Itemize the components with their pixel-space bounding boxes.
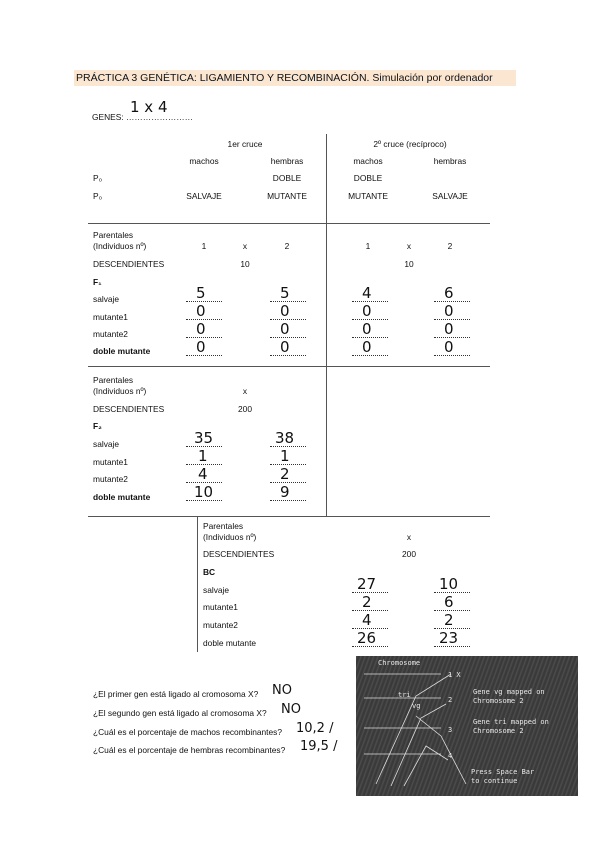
cross1-machos-p: SALVAJE <box>186 191 222 201</box>
answer-line <box>352 610 388 611</box>
photo-msg2-l1: Gene tri mapped on <box>473 718 549 726</box>
s3-machos-value: 26 <box>357 629 377 647</box>
s2-hembras-value: 1 <box>280 447 290 465</box>
s2-hembras-value: 2 <box>280 465 290 483</box>
s3-descendientes: DESCENDIENTES <box>203 549 275 559</box>
answer-line <box>434 610 470 611</box>
s1-c2-desc: 10 <box>404 259 414 269</box>
s1-c1-machos-value: 5 <box>196 284 206 302</box>
s1-c2-parent-m: 1 <box>365 241 371 251</box>
s3-row-label: doble mutante <box>203 638 257 648</box>
s1-c2-machos-value: 0 <box>362 302 372 320</box>
s1-row-label: mutante2 <box>93 329 128 339</box>
divider-1 <box>88 223 490 224</box>
cross2-hembras: hembras <box>433 156 467 166</box>
answer-2: NO <box>281 702 301 717</box>
answer-line <box>434 628 470 629</box>
simulation-photo <box>356 656 578 796</box>
s3-machos-value: 4 <box>362 611 372 629</box>
divider-2 <box>88 366 490 367</box>
chromosome-map-drawing <box>356 656 578 796</box>
answer-line <box>352 319 388 320</box>
genes-value: 1 x 4 <box>130 98 168 116</box>
answer-line <box>186 446 222 447</box>
s1-c2-x: x <box>406 241 412 251</box>
s3-hembras-value: 6 <box>444 593 454 611</box>
cross1-header: 1er cruce <box>227 139 263 149</box>
s3-hembras-value: 23 <box>439 629 459 647</box>
s2-row-label: salvaje <box>93 439 120 449</box>
s2-x: x <box>242 386 248 396</box>
answer-line <box>352 355 388 356</box>
column-divider-3 <box>197 516 198 652</box>
genes-label: GENES: …………………… <box>92 112 193 122</box>
answer-line <box>352 337 388 338</box>
answer-line <box>186 482 222 483</box>
s2-machos-value: 35 <box>194 429 214 447</box>
s1-c1-parent-m: 1 <box>201 241 207 251</box>
answer-line <box>270 482 306 483</box>
s3-row-label: salvaje <box>203 585 230 595</box>
answer-line <box>434 337 470 338</box>
s3-individuos: (Individuos nº) <box>203 532 257 542</box>
cross1-hembras-p2: MUTANTE <box>267 191 307 201</box>
s1-descendientes: DESCENDIENTES <box>93 259 165 269</box>
photo-chrom-label: 4 <box>448 752 453 760</box>
s2-row-label: mutante2 <box>93 474 128 484</box>
s1-c1-machos-value: 0 <box>196 302 206 320</box>
answer-line <box>186 301 222 302</box>
answer-line <box>270 355 306 356</box>
answer-4: 19,5 / <box>300 739 338 754</box>
s2-machos-value: 1 <box>198 447 208 465</box>
p-label-1: P₀ <box>93 173 103 183</box>
question-3: ¿Cuál es el porcentaje de machos recombinantes? <box>93 727 283 737</box>
answer-line <box>270 464 306 465</box>
column-divider-2 <box>326 366 327 516</box>
answer-line <box>434 646 470 647</box>
photo-heading: Chromosome <box>378 659 421 667</box>
s2-desc-value: 200 <box>238 404 252 414</box>
column-divider <box>326 134 327 366</box>
s3-row-label: mutante2 <box>203 620 238 630</box>
answer-line <box>270 446 306 447</box>
s1-c1-hembras-value: 0 <box>280 338 290 356</box>
answer-line <box>434 301 470 302</box>
s1-c2-machos-value: 4 <box>362 284 372 302</box>
s2-row-label: mutante1 <box>93 457 128 467</box>
s1-c2-machos-value: 0 <box>362 320 372 338</box>
s1-c1-x: x <box>242 241 248 251</box>
p-label-2: P₀ <box>93 191 103 201</box>
answer-line <box>186 355 222 356</box>
cross1-machos: machos <box>189 156 219 166</box>
s2-parentales: Parentales <box>93 375 134 385</box>
s2-row-label: doble mutante <box>93 492 151 502</box>
answer-line <box>270 500 306 501</box>
answer-1: NO <box>272 683 292 698</box>
s3-hembras-value: 10 <box>439 575 459 593</box>
cross2-header: 2º cruce (recíproco) <box>373 139 447 149</box>
s2-gen: F₂ <box>93 421 102 431</box>
cross2-hembras-p: SALVAJE <box>432 191 468 201</box>
s2-machos-value: 4 <box>198 465 208 483</box>
s2-descendientes: DESCENDIENTES <box>93 404 165 414</box>
s3-x: x <box>406 532 412 542</box>
photo-press-l2: to continue <box>471 777 518 785</box>
answer-line <box>270 319 306 320</box>
answer-line <box>186 319 222 320</box>
s3-machos-value: 2 <box>362 593 372 611</box>
s3-parentales: Parentales <box>203 521 244 531</box>
s1-row-label: doble mutante <box>93 346 151 356</box>
cross2-machos-p1: DOBLE <box>353 173 383 183</box>
answer-line <box>352 646 388 647</box>
answer-line <box>270 301 306 302</box>
answer-line <box>186 500 222 501</box>
photo-gene-label: vg <box>412 702 421 710</box>
photo-msg2-l2: Chromosome 2 <box>473 727 524 735</box>
s1-c2-hembras-value: 0 <box>444 320 454 338</box>
s2-hembras-value: 38 <box>275 429 295 447</box>
question-4: ¿Cuál es el porcentaje de hembras recombinantes? <box>93 745 286 755</box>
answer-line <box>434 319 470 320</box>
s1-c1-machos-value: 0 <box>196 320 206 338</box>
s3-row-label: mutante1 <box>203 602 238 612</box>
cross1-hembras: hembras <box>270 156 304 166</box>
question-1: ¿El primer gen está ligado al cromosoma X? <box>93 689 259 699</box>
answer-line <box>186 337 222 338</box>
photo-msg1-l2: Chromosome 2 <box>473 697 524 705</box>
answer-line <box>352 301 388 302</box>
answer-line <box>352 628 388 629</box>
s3-desc-value: 200 <box>402 549 416 559</box>
cross2-machos: machos <box>353 156 383 166</box>
s2-hembras-value: 9 <box>280 483 290 501</box>
answer-3: 10,2 / <box>296 721 334 736</box>
question-2: ¿El segundo gen está ligado al cromosoma X? <box>93 708 267 718</box>
s1-c1-hembras-value: 0 <box>280 320 290 338</box>
photo-msg1-l1: Gene vg mapped on <box>473 688 545 696</box>
photo-chrom-label: 1 X <box>448 671 461 679</box>
cross1-hembras-p1: DOBLE <box>272 173 302 183</box>
photo-gene-label: tri <box>398 691 411 699</box>
divider-3 <box>88 516 490 517</box>
cross2-machos-p2: MUTANTE <box>348 191 388 201</box>
s2-machos-value: 10 <box>194 483 214 501</box>
s1-row-label: salvaje <box>93 294 120 304</box>
s3-machos-value: 27 <box>357 575 377 593</box>
answer-line <box>434 355 470 356</box>
answer-line <box>186 464 222 465</box>
answer-line <box>270 337 306 338</box>
s1-c2-hembras-value: 0 <box>444 338 454 356</box>
photo-chrom-label: 2 <box>448 696 453 704</box>
s1-individuos: (Individuos nº) <box>93 241 147 251</box>
s1-c1-machos-value: 0 <box>196 338 206 356</box>
s1-c2-parent-h: 2 <box>447 241 453 251</box>
s1-c2-hembras-value: 6 <box>444 284 454 302</box>
page-title: PRÁCTICA 3 GENÉTICA: LIGAMIENTO Y RECOMBINACIÓN. Simulación por ordenador <box>74 70 516 86</box>
s1-row-label: mutante1 <box>93 312 128 322</box>
photo-chrom-label: 3 <box>448 726 453 734</box>
s2-individuos: (Individuos nº) <box>93 386 147 396</box>
s1-c1-parent-h: 2 <box>284 241 290 251</box>
photo-press-l1: Press Space Bar <box>471 768 535 776</box>
s1-gen: F₁ <box>93 277 102 287</box>
answer-line <box>434 592 470 593</box>
s1-c1-hembras-value: 5 <box>280 284 290 302</box>
s1-parentales: Parentales <box>93 230 134 240</box>
s3-hembras-value: 2 <box>444 611 454 629</box>
s1-c2-hembras-value: 0 <box>444 302 454 320</box>
answer-line <box>352 592 388 593</box>
s1-c2-machos-value: 0 <box>362 338 372 356</box>
s3-gen: BC <box>203 567 216 577</box>
s1-c1-desc: 10 <box>240 259 250 269</box>
s1-c1-hembras-value: 0 <box>280 302 290 320</box>
